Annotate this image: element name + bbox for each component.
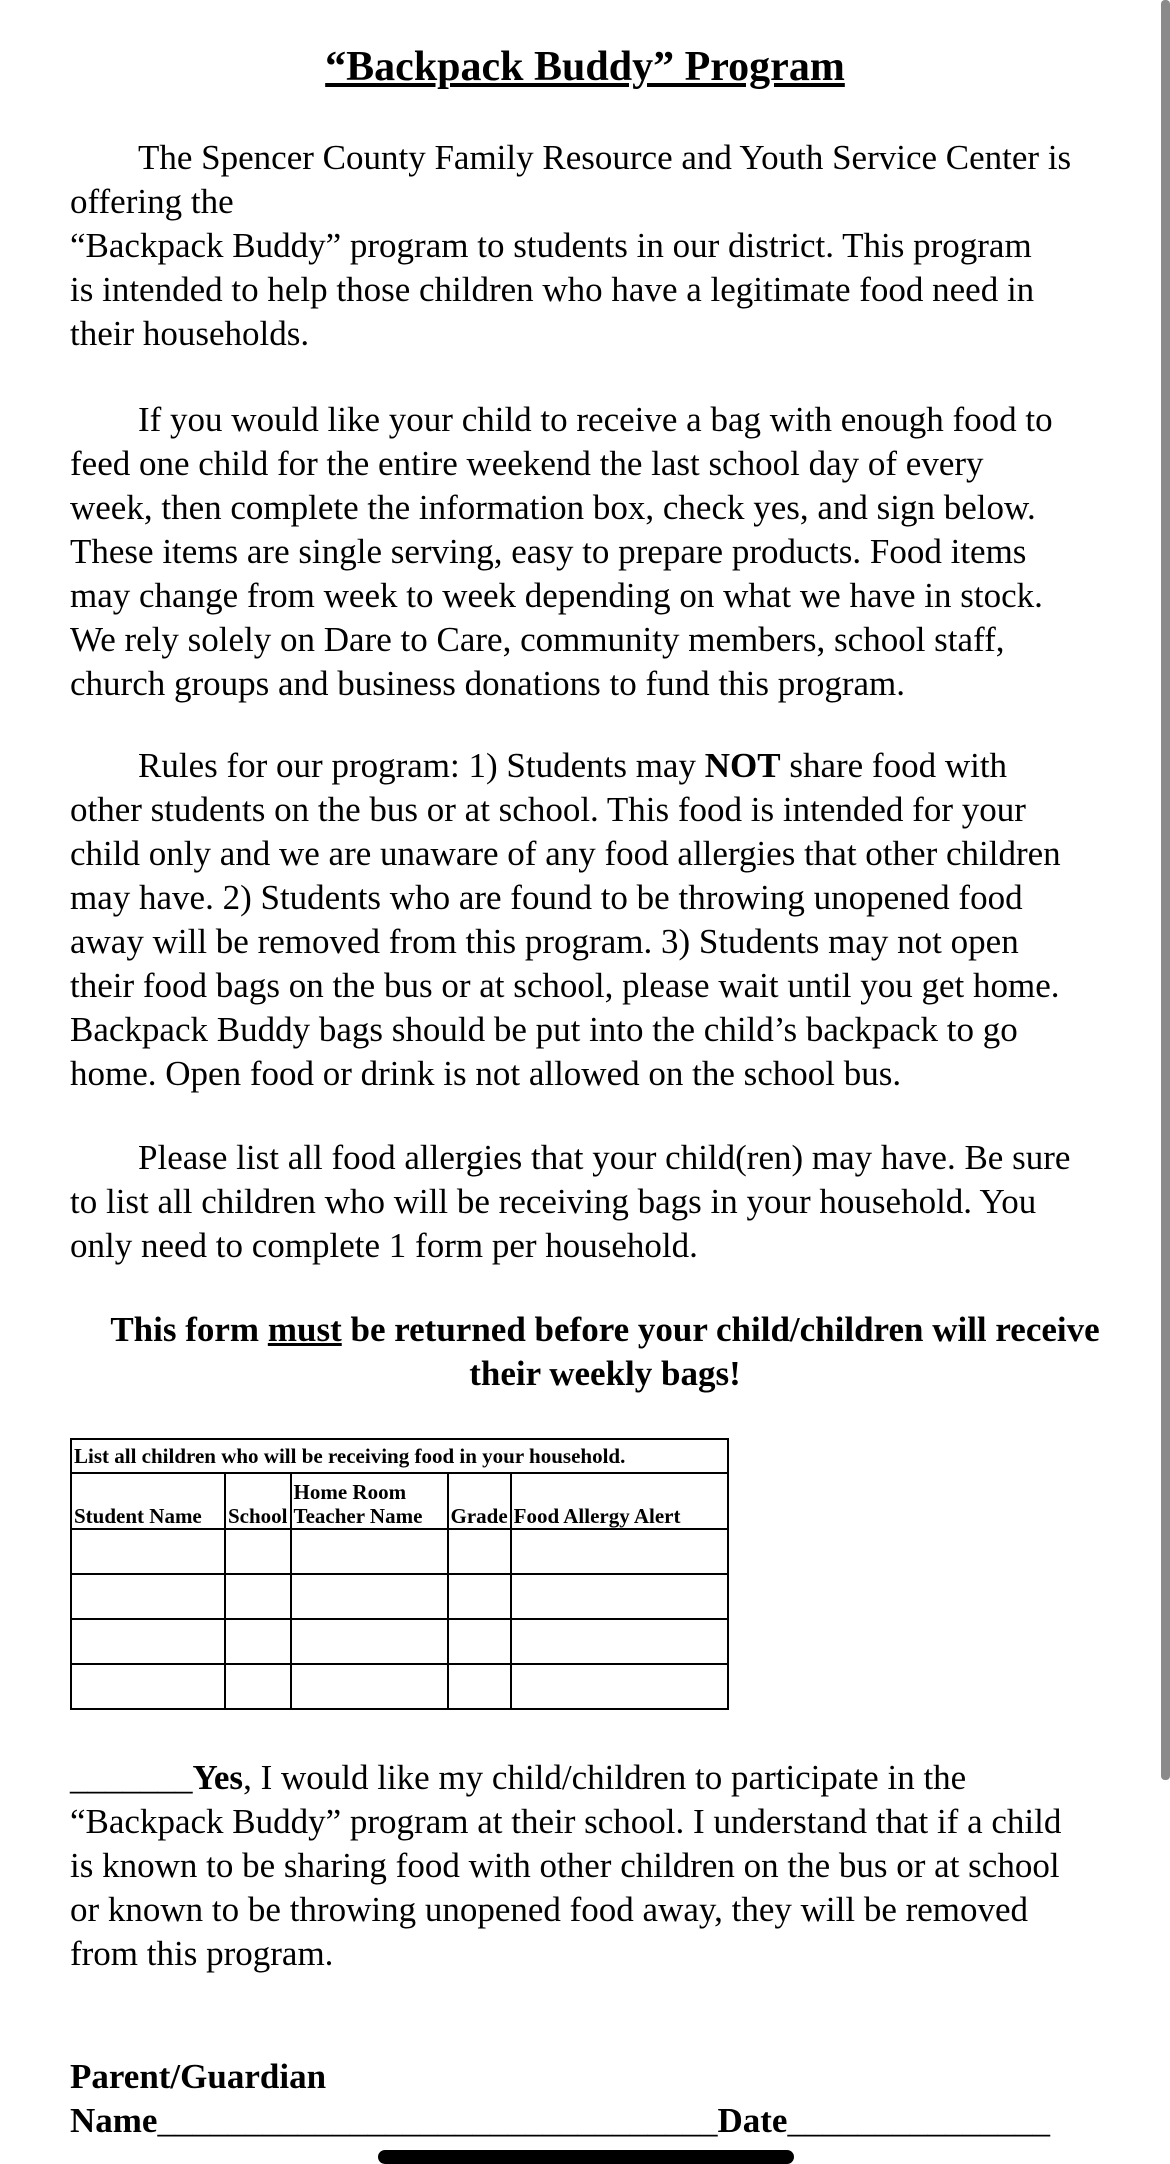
- allergy-first-line: Please list all food allergies that your child(ren) may have. Be sure: [138, 1138, 1071, 1177]
- grade-cell[interactable]: [448, 1619, 511, 1664]
- rules-first-line-end: share food with: [780, 746, 1008, 785]
- student-name-cell[interactable]: [71, 1619, 225, 1664]
- weekend-bag-paragraph: [70, 398, 1140, 706]
- consent-rest: “Backpack Buddy” program at their school. I understand that if a child is known to be sharing food with other children on the bus or at school or known to be throwing unopened food away, they will be removed from this program.: [70, 1802, 1062, 1973]
- page-title: “Backpack Buddy” Program: [325, 44, 845, 90]
- consent-paragraph: [70, 1756, 1140, 1976]
- intro-first-line: The Spencer County Family Resource and Youth Service Center is: [138, 138, 1072, 177]
- allergy-cell[interactable]: [511, 1664, 728, 1709]
- teacher-cell[interactable]: [291, 1574, 448, 1619]
- weekend-bag-rest: feed one child for the entire weekend the last school day of every week, then complete the information box, check yes, and sign below. These items are single serving, easy to prepare products. Food items may change from week to week depending on what we have in stock. We rely solely on Dare to Care, community members, school staff, church groups and business donations to fund this program.: [70, 444, 1043, 703]
- student-name-cell[interactable]: [71, 1574, 225, 1619]
- teacher-cell[interactable]: [291, 1664, 448, 1709]
- header-food-allergy: Food Allergy Alert: [511, 1473, 728, 1529]
- header-student-name: Student Name: [71, 1473, 225, 1529]
- return-form-notice: [70, 1308, 1140, 1396]
- school-cell[interactable]: [225, 1529, 291, 1574]
- consent-first-line: , I would like my child/children to participate in the: [243, 1758, 967, 1797]
- allergy-rest: to list all children who will be receiving bags in your household. You only need to complete 1 form per household.: [70, 1182, 1037, 1265]
- allergy-cell[interactable]: [511, 1574, 728, 1619]
- table-row: [71, 1529, 728, 1574]
- notice-pre: This form: [110, 1310, 268, 1349]
- school-cell[interactable]: [225, 1574, 291, 1619]
- teacher-cell[interactable]: [291, 1619, 448, 1664]
- allergy-paragraph: [70, 1136, 1140, 1268]
- header-teacher-name: Teacher Name: [293, 1504, 423, 1528]
- date-field[interactable]: _______________: [787, 2101, 1050, 2140]
- teacher-cell[interactable]: [291, 1529, 448, 1574]
- table-row: [71, 1619, 728, 1664]
- intro-paragraph: [70, 136, 1140, 356]
- grade-cell[interactable]: [448, 1664, 511, 1709]
- date-label: Date: [717, 2101, 788, 2140]
- table-caption: List all children who will be receiving food in your household.: [71, 1439, 728, 1473]
- table-row: [71, 1664, 728, 1709]
- consent-yes: Yes: [192, 1758, 244, 1797]
- grade-cell[interactable]: [448, 1529, 511, 1574]
- scrollbar[interactable]: [1161, 0, 1170, 1780]
- school-cell[interactable]: [225, 1664, 291, 1709]
- name-label: Name: [70, 2101, 158, 2140]
- children-table: [70, 1438, 729, 1710]
- notice-post: be returned before your child/children will receive their weekly bags!: [341, 1310, 1100, 1393]
- header-school: School: [225, 1473, 291, 1529]
- table-row: [71, 1574, 728, 1619]
- table-header-row: [71, 1473, 728, 1529]
- signature-line: [70, 2099, 1140, 2143]
- allergy-cell[interactable]: [511, 1529, 728, 1574]
- weekend-bag-first-line: If you would like your child to receive a bag with enough food to: [138, 400, 1053, 439]
- rules-paragraph: [70, 744, 1140, 1096]
- rules-intro: Rules for our program: 1) Students may: [138, 746, 705, 785]
- rules-not-emphasis: NOT: [704, 746, 781, 785]
- student-name-cell[interactable]: [71, 1529, 225, 1574]
- intro-rest: offering the “Backpack Buddy” program to students in our district. This program is intended to help those children who have a legitimate food need in their households.: [70, 182, 1035, 353]
- parent-guardian-label: Parent/Guardian: [70, 2057, 327, 2096]
- student-name-cell[interactable]: [71, 1664, 225, 1709]
- notice-must: must: [267, 1310, 342, 1349]
- allergy-cell[interactable]: [511, 1619, 728, 1664]
- name-field[interactable]: ________________________________: [157, 2101, 718, 2140]
- header-home-room: Home Room: [293, 1480, 407, 1504]
- header-grade: Grade: [448, 1473, 511, 1529]
- consent-check-blank[interactable]: _______: [70, 1758, 193, 1797]
- grade-cell[interactable]: [448, 1574, 511, 1619]
- school-cell[interactable]: [225, 1619, 291, 1664]
- rules-rest: other students on the bus or at school. This food is intended for your child only and we are unaware of any food allergies that other children may have. 2) Students who are found to be throwing unopened food away will be removed from this program. 3) Students may not open their food bags on the bus or at school, please wait until you get home. Backpack Buddy bags should be put into the child’s backpack to go home. Open food or drink is not allowed on the school bus.: [70, 790, 1061, 1093]
- header-teacher: [291, 1473, 448, 1529]
